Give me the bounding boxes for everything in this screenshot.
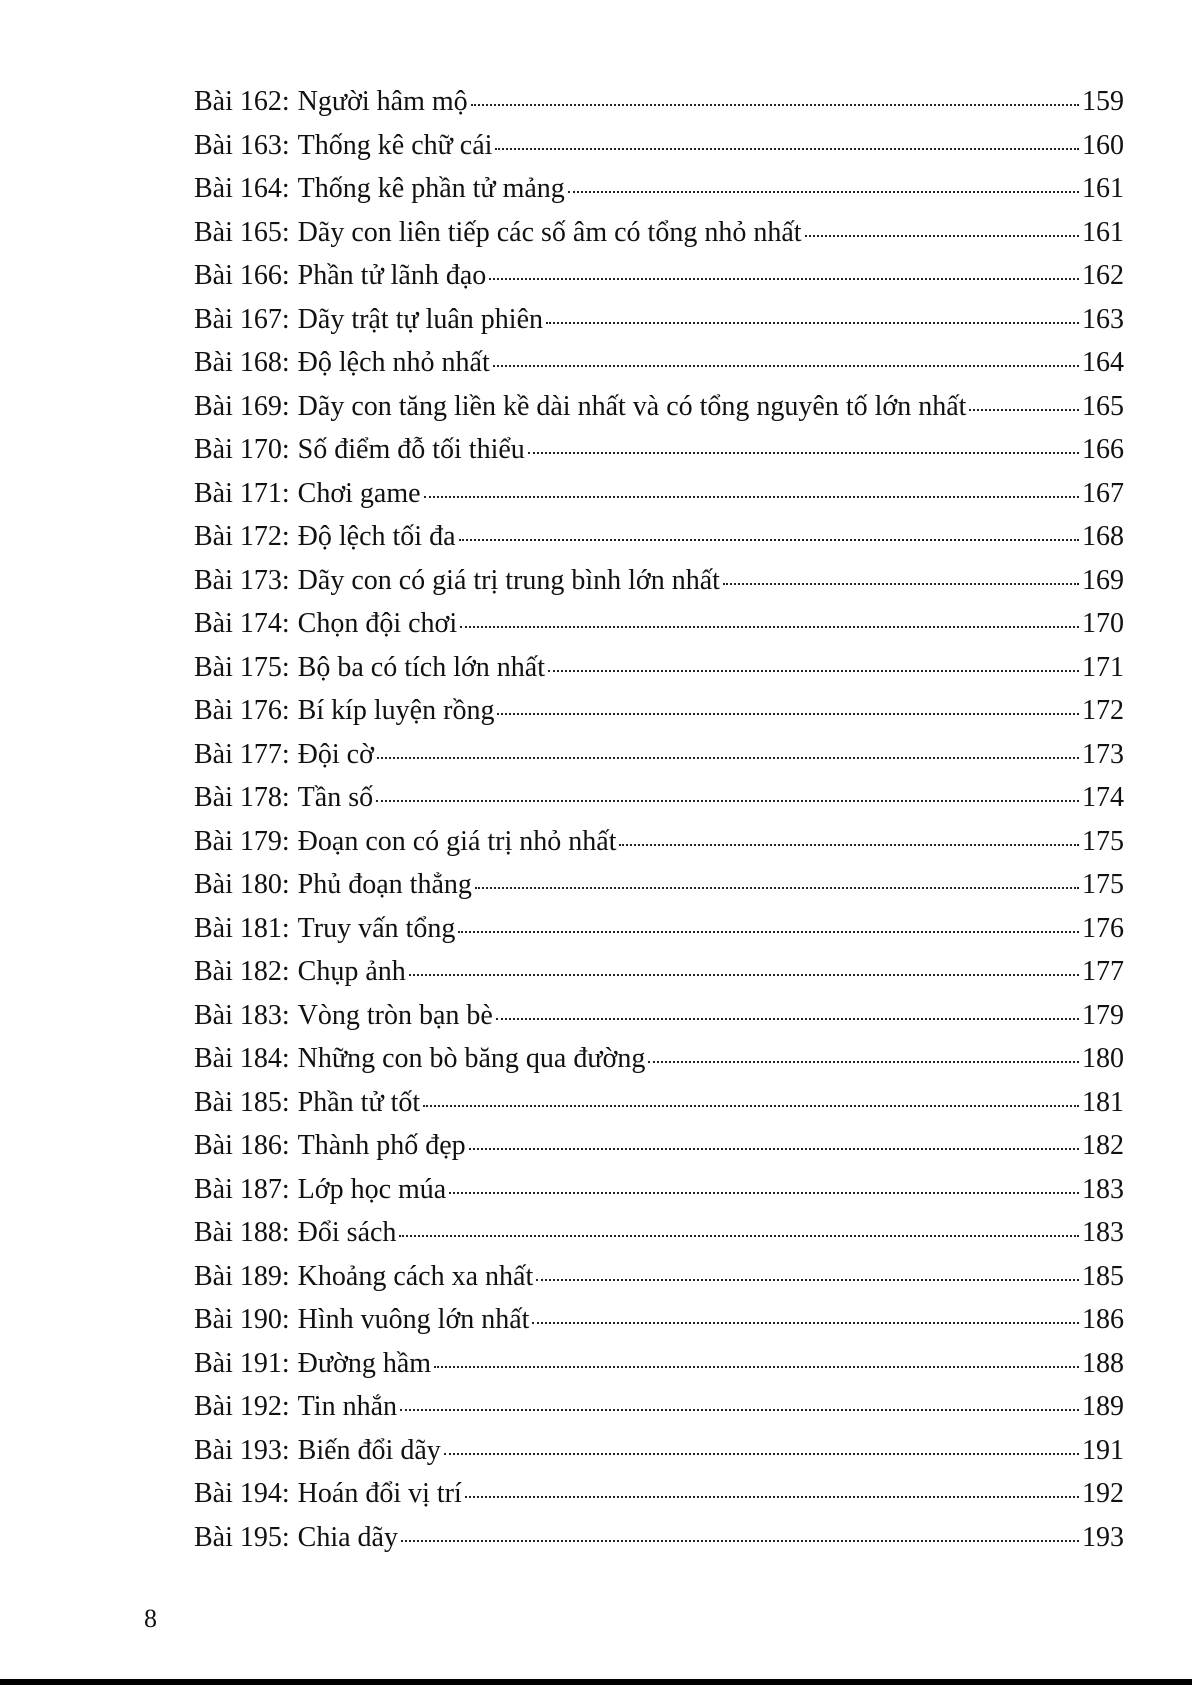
toc-entry-title: Phần tử tốt <box>297 1086 421 1118</box>
toc-entry-label: Bài 175: <box>194 651 290 683</box>
toc-entry-label: Bài 185: <box>194 1086 290 1118</box>
toc-entry-page: 183 <box>1082 1173 1124 1205</box>
toc-entry <box>194 1124 1124 1168</box>
dot-leader <box>497 712 1079 715</box>
toc-entry <box>194 298 1124 342</box>
toc-entry-label: Bài 173: <box>194 564 290 596</box>
toc-entry-title: Những con bò băng qua đường <box>297 1043 646 1074</box>
toc-entry-page: 167 <box>1082 477 1124 509</box>
toc-entry-label: Bài 187: <box>194 1173 290 1205</box>
toc-entry-page: 169 <box>1082 564 1124 596</box>
toc-entry-page: 161 <box>1082 216 1124 248</box>
toc-entry-label: Bài 191: <box>194 1347 290 1379</box>
toc-entry <box>194 1081 1124 1125</box>
toc-entry-page: 182 <box>1082 1130 1124 1161</box>
toc-entry <box>194 1385 1124 1429</box>
toc-entry <box>194 515 1124 559</box>
dot-leader <box>459 538 1079 541</box>
dot-leader <box>409 973 1079 976</box>
dot-leader <box>568 190 1079 193</box>
toc-entry-page: 172 <box>1082 695 1124 726</box>
toc-entry-page: 161 <box>1082 173 1124 204</box>
toc-entry <box>194 124 1124 168</box>
toc-entry-label: Bài 189: <box>194 1260 290 1292</box>
dot-leader <box>532 1321 1079 1324</box>
toc-entry <box>194 863 1124 907</box>
toc-entry-page: 175 <box>1082 825 1124 857</box>
toc-entry-page: 175 <box>1082 869 1124 900</box>
toc-entry-label: Bài 166: <box>194 260 290 291</box>
dot-leader <box>546 321 1079 324</box>
toc-entry-label: Bài 195: <box>194 1521 290 1553</box>
toc-entry-title: Dãy con liên tiếp các số âm có tổng nhỏ nhất <box>297 216 802 248</box>
toc-entry-page: 163 <box>1082 303 1124 335</box>
toc-entry-title: Đoạn con có giá trị nhỏ nhất <box>297 825 617 857</box>
dot-leader <box>424 495 1079 498</box>
toc-entry-page: 171 <box>1082 651 1124 683</box>
toc-entry <box>194 559 1124 603</box>
toc-entry-label: Bài 176: <box>194 695 290 726</box>
toc-entry-label: Bài 178: <box>194 782 290 813</box>
toc-entry-label: Bài 168: <box>194 347 290 378</box>
toc-entry-title: Số điểm đỗ tối thiểu <box>297 434 525 465</box>
toc-entry <box>194 167 1124 211</box>
dot-leader <box>489 277 1079 280</box>
dot-leader <box>536 1278 1079 1281</box>
toc-entry-label: Bài 170: <box>194 434 290 465</box>
toc-entry <box>194 254 1124 298</box>
toc-entry-label: Bài 165: <box>194 216 290 248</box>
toc-entry-page: 183 <box>1082 1217 1124 1248</box>
toc-entry-page: 188 <box>1082 1347 1124 1379</box>
toc-entry-page: 170 <box>1082 608 1124 639</box>
toc-entry <box>194 1168 1124 1212</box>
toc-entry-label: Bài 172: <box>194 521 290 552</box>
toc-entry-title: Dãy con có giá trị trung bình lớn nhất <box>297 564 720 596</box>
toc-entry-page: 168 <box>1082 521 1124 552</box>
toc-entry-label: Bài 169: <box>194 390 290 422</box>
toc-entry <box>194 646 1124 690</box>
toc-entry-label: Bài 164: <box>194 173 290 204</box>
toc-entry-title: Khoảng cách xa nhất <box>297 1260 534 1292</box>
toc-entry-label: Bài 188: <box>194 1217 290 1248</box>
toc-entry-title: Thành phố đẹp <box>297 1130 466 1161</box>
dot-leader <box>434 1365 1079 1368</box>
dot-leader <box>648 1060 1079 1063</box>
toc-entry-page: 191 <box>1082 1434 1124 1466</box>
toc-entry-label: Bài 162: <box>194 86 290 117</box>
toc-entry <box>194 385 1124 429</box>
toc-entry <box>194 1472 1124 1516</box>
toc-entry <box>194 776 1124 820</box>
dot-leader <box>493 364 1079 367</box>
dot-leader <box>376 799 1079 802</box>
toc-entry-title: Thống kê chữ cái <box>297 129 493 161</box>
page-number: 8 <box>144 1604 157 1633</box>
toc-entry-page: 164 <box>1082 347 1124 378</box>
toc-entry <box>194 1429 1124 1473</box>
toc-entry-page: 180 <box>1082 1043 1124 1074</box>
toc-entry-label: Bài 183: <box>194 999 290 1031</box>
toc-entry-title: Chơi game <box>297 477 421 509</box>
toc-entry-title: Chia dãy <box>297 1521 398 1553</box>
toc-entry-page: 166 <box>1082 434 1124 465</box>
toc-entry-title: Dãy trật tự luân phiên <box>297 303 543 335</box>
dot-leader <box>377 756 1079 759</box>
toc-entry-label: Bài 181: <box>194 912 290 944</box>
toc-entry-label: Bài 174: <box>194 608 290 639</box>
toc-entry-title: Phần tử lãnh đạo <box>297 260 487 291</box>
toc-entry-title: Bí kíp luyện rồng <box>297 695 495 726</box>
toc-entry-label: Bài 192: <box>194 1391 290 1422</box>
dot-leader <box>449 1191 1079 1194</box>
toc-entry-title: Đường hầm <box>297 1347 432 1379</box>
toc-entry-label: Bài 177: <box>194 738 290 770</box>
toc-entry-page: 165 <box>1082 390 1124 422</box>
toc-entry <box>194 472 1124 516</box>
dot-leader <box>528 451 1079 454</box>
dot-leader <box>460 625 1079 628</box>
toc-entry-title: Độ lệch tối đa <box>297 521 456 552</box>
toc-entry-title: Chụp ảnh <box>297 956 406 987</box>
toc-entry <box>194 211 1124 255</box>
toc-entry <box>194 950 1124 994</box>
toc-entry-label: Bài 182: <box>194 956 290 987</box>
toc-entry-label: Bài 180: <box>194 869 290 900</box>
toc-entry-page: 186 <box>1082 1304 1124 1335</box>
toc-entry <box>194 1211 1124 1255</box>
toc-entry-page: 177 <box>1082 956 1124 987</box>
dot-leader <box>495 147 1079 150</box>
dot-leader <box>469 1147 1079 1150</box>
dot-leader <box>401 1539 1079 1542</box>
toc-entry-title: Tần số <box>297 782 374 813</box>
toc-entry-title: Người hâm mộ <box>297 86 468 117</box>
toc-entry <box>194 907 1124 951</box>
toc-entry <box>194 1298 1124 1342</box>
toc-entry-page: 189 <box>1082 1391 1124 1422</box>
dot-leader <box>723 582 1079 585</box>
table-of-contents <box>194 80 1124 1559</box>
toc-entry-page: 181 <box>1082 1086 1124 1118</box>
toc-entry-page: 162 <box>1082 260 1124 291</box>
toc-entry <box>194 1037 1124 1081</box>
toc-entry-title: Tin nhắn <box>297 1391 397 1422</box>
toc-entry-page: 176 <box>1082 912 1124 944</box>
dot-leader <box>805 234 1079 237</box>
toc-entry <box>194 602 1124 646</box>
toc-entry-title: Lớp học múa <box>297 1173 447 1205</box>
toc-entry <box>194 689 1124 733</box>
toc-entry <box>194 80 1124 124</box>
toc-entry-title: Đội cờ <box>297 738 374 770</box>
toc-entry-title: Biến đổi dãy <box>297 1434 441 1466</box>
toc-entry-title: Truy vấn tổng <box>297 912 456 944</box>
toc-entry <box>194 1255 1124 1299</box>
dot-leader <box>475 886 1079 889</box>
toc-entry-label: Bài 186: <box>194 1130 290 1161</box>
toc-entry-page: 179 <box>1082 999 1124 1031</box>
dot-leader <box>496 1017 1079 1020</box>
toc-entry-title: Bộ ba có tích lớn nhất <box>297 651 545 683</box>
toc-entry-title: Vòng tròn bạn bè <box>297 999 493 1031</box>
toc-entry-page: 193 <box>1082 1521 1124 1553</box>
toc-entry-label: Bài 179: <box>194 825 290 857</box>
dot-leader <box>423 1104 1079 1107</box>
toc-entry-label: Bài 167: <box>194 303 290 335</box>
toc-entry-title: Độ lệch nhỏ nhất <box>297 347 490 378</box>
toc-entry-page: 159 <box>1082 86 1124 117</box>
dot-leader <box>458 930 1079 933</box>
dot-leader <box>548 669 1079 672</box>
toc-entry-page: 173 <box>1082 738 1124 770</box>
toc-entry-title: Thống kê phần tử mảng <box>297 173 565 204</box>
dot-leader <box>399 1234 1079 1237</box>
toc-entry-label: Bài 190: <box>194 1304 290 1335</box>
toc-entry-title: Dãy con tăng liền kề dài nhất và có tổng nguyên tố lớn nhất <box>297 390 967 422</box>
toc-entry <box>194 820 1124 864</box>
toc-entry <box>194 733 1124 777</box>
dot-leader <box>471 103 1079 106</box>
toc-entry-title: Chọn đội chơi <box>297 608 458 639</box>
toc-entry-page: 174 <box>1082 782 1124 813</box>
toc-entry-label: Bài 171: <box>194 477 290 509</box>
dot-leader <box>969 408 1079 411</box>
toc-entry-page: 160 <box>1082 129 1124 161</box>
toc-entry-label: Bài 193: <box>194 1434 290 1466</box>
toc-entry-title: Phủ đoạn thẳng <box>297 869 472 900</box>
toc-entry-title: Đổi sách <box>297 1217 397 1248</box>
toc-entry-label: Bài 194: <box>194 1478 290 1509</box>
toc-entry-label: Bài 184: <box>194 1043 290 1074</box>
scan-edge-bar <box>0 1679 1192 1685</box>
toc-entry <box>194 428 1124 472</box>
dot-leader <box>444 1452 1079 1455</box>
toc-entry <box>194 994 1124 1038</box>
toc-entry-title: Hoán đổi vị trí <box>297 1478 462 1509</box>
toc-entry-page: 185 <box>1082 1260 1124 1292</box>
toc-entry-title: Hình vuông lớn nhất <box>297 1304 530 1335</box>
dot-leader <box>465 1495 1079 1498</box>
toc-entry-page: 192 <box>1082 1478 1124 1509</box>
toc-entry <box>194 341 1124 385</box>
dot-leader <box>400 1408 1079 1411</box>
toc-entry-label: Bài 163: <box>194 129 290 161</box>
toc-entry <box>194 1342 1124 1386</box>
dot-leader <box>619 843 1079 846</box>
toc-entry <box>194 1516 1124 1560</box>
